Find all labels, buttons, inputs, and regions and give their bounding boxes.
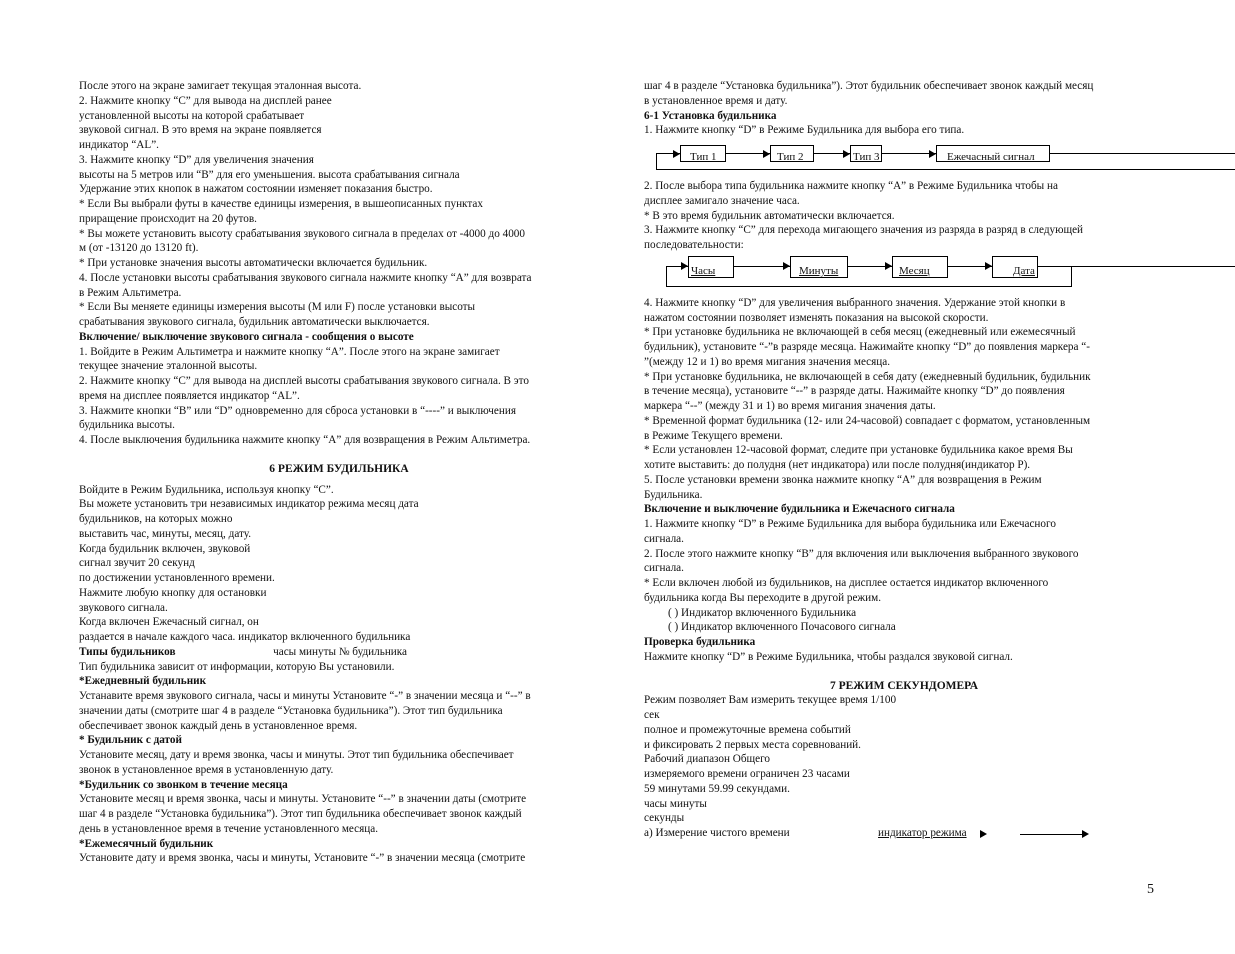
flow-box-hours xyxy=(688,256,734,278)
text-line: срабатывания звукового сигнала, будильник автоматически выключается. xyxy=(79,316,430,328)
indicator-hourly-line: ( ) Индикатор включенного Почасового сигнала xyxy=(668,621,896,634)
arrow-icon xyxy=(980,830,987,838)
text-line: индикатор “AL”. xyxy=(79,139,159,151)
text-line: последовательности: xyxy=(644,239,744,251)
text-line: Устанавите время звукового сигнала, часы и минуты Установите “-” в значении месяца и “--” в xyxy=(79,690,531,702)
flow-box-minutes xyxy=(790,256,848,278)
text-line: по достижении установленного времени. xyxy=(79,572,275,584)
text-line: * В это время будильник автоматически включается. xyxy=(644,209,895,222)
flow-line xyxy=(666,266,667,286)
text-line: в Режиме Текущего времени. xyxy=(644,429,783,442)
alarm-type-flow-diagram xyxy=(644,141,1164,175)
text-line: день в установленное время в течение установленного месяца. xyxy=(79,822,379,835)
text-line: Войдите в Режим Будильника, используя кнопку “С”. xyxy=(79,483,334,496)
text-line: высоты на 5 метров или “B” для его уменьшения. высота срабатывания сигнала xyxy=(79,168,460,181)
arrow-icon xyxy=(763,150,770,158)
text-line: * Вы можете установить высоту срабатывания звукового сигнала в пределах от -4000 до 4000 xyxy=(79,227,525,240)
text-line: часы минуты xyxy=(644,797,707,810)
text-line: в установленное время и дату. xyxy=(644,94,788,107)
flow-box-type-2 xyxy=(770,145,814,162)
alarm-setup-heading: 6-1 Установка будильника xyxy=(644,109,777,122)
text-line: хотите выставить: до полудня (нет индикатора) или после полудня(индикатор P). xyxy=(644,459,1031,471)
flow-label: Месяц xyxy=(899,264,930,277)
monthly-alarm-heading: *Ежемесячный будильник xyxy=(79,837,214,850)
text-line: Установите месяц и время звонка, часы и минуты. Установите “--” в значении даты (смотрите xyxy=(79,793,527,806)
text-line: Удержание этих кнопок в нажатом состоянии изменяет показания быстро. xyxy=(79,183,433,196)
text-line: сигнала. xyxy=(644,532,684,545)
flow-line xyxy=(656,169,1235,170)
alarm-check-heading: Проверка будильника xyxy=(644,636,756,648)
arrow-icon xyxy=(985,262,992,270)
alarm-mode-intro-text xyxy=(79,483,599,645)
alarm-setup-text-3 xyxy=(644,296,1164,503)
text-line: установленной высоты на которой срабатывает xyxy=(79,109,305,122)
text-line: в течение месяца), установите “--” в разряде даты. Нажимайте кнопку “D” до появления xyxy=(644,385,1065,398)
text-line: звуковой сигнал. В это время на экране появляется xyxy=(79,124,322,137)
page-number: 5 xyxy=(1147,882,1154,897)
text-line: 4. Нажмите кнопку “D” для увеличения выбранного значения. Удержание этой кнопки в xyxy=(644,296,1066,309)
alarm-onoff-heading: Включение и выключение будильника и Ежечасного сигнала xyxy=(644,503,955,516)
arrow-icon xyxy=(673,150,680,158)
flow-label: Дата xyxy=(1013,264,1035,277)
text-line: * Если включен любой из будильников, на дисплее остается индикатор включенного xyxy=(644,577,1049,589)
text-line: 59 минутами 59.99 секундами. xyxy=(644,782,790,795)
text-line: обеспечивает звонок каждый день в установленное время. xyxy=(79,719,358,732)
arrow-icon xyxy=(885,262,892,270)
text-line: шаг 4 в разделе “Установка будильника”). Этот будильник обеспечивает звонок каждый месяц xyxy=(644,80,1094,92)
flow-label: Тип 2 xyxy=(777,151,804,162)
text-line: звонок в установленное время в установленную дату. xyxy=(79,763,334,776)
alarm-setup-step-1: 1. Нажмите кнопку “D” в Режиме Будильника для выбора его типа. xyxy=(644,124,965,137)
text-line: Нажмите любую кнопку для остановки xyxy=(79,586,267,599)
flow-line xyxy=(656,153,657,169)
text-line: Установите дату и время звонка, часы и минуты, Установите “-” в значении месяца (смотрите xyxy=(79,852,526,865)
spacer xyxy=(79,448,599,462)
flow-box-month xyxy=(892,256,948,278)
text-line: Вы можете установить три независимых индикатор режима месяц дата xyxy=(79,498,419,511)
flow-line xyxy=(1071,266,1072,287)
left-column xyxy=(79,79,599,866)
flow-line xyxy=(666,266,1235,267)
text-line: * Если Вы выбрали футы в качестве единицы измерения, в вышеописанных пунктах xyxy=(79,198,483,210)
daily-alarm-text xyxy=(79,689,599,733)
indicator-alarm-line: ( ) Индикатор включенного Будильника xyxy=(668,606,857,619)
text-line: 2. После этого нажмите кнопку “B” для включения или выключения выбранного звукового xyxy=(644,547,1079,560)
flow-box-hourly xyxy=(936,145,1050,162)
text-line: будильник), установите “-”в разряде месяца. Нажимайте кнопку “D” до появления маркера “- xyxy=(644,341,1090,353)
mode-indicator-label: индикатор режима xyxy=(878,827,967,839)
text-line: ”(между 12 и 1) во время мигания значения месяца. xyxy=(644,355,891,368)
altimeter-alarm-text xyxy=(79,79,599,330)
text-line: Режим позволяет Вам измерить текущее время 1/100 xyxy=(644,694,897,707)
text-line: * Если Вы меняете единицы измерения высоты (M или F) после установки высоты xyxy=(79,301,476,314)
altitude-alarm-onoff-heading: Включение/ выключение звукового сигнала - сообщения о высоте xyxy=(79,330,414,343)
section-6-title: 6 РЕЖИМ БУДИЛЬНИКА xyxy=(269,462,409,475)
flow-label: Минуты xyxy=(799,264,839,277)
monthly-alarm-text xyxy=(79,851,599,866)
arrow-icon xyxy=(929,150,936,158)
text-line: секунды xyxy=(644,812,685,825)
text-line: будильника когда Вы переходите в другой режим. xyxy=(644,591,882,604)
text-line: 2. Нажмите кнопку “С” для вывода на дисплей высоты срабатывания звукового сигнала. В это xyxy=(79,375,529,387)
text-line: приращение происходит на 20 футов. xyxy=(79,212,257,225)
flow-box-type-1 xyxy=(680,145,726,162)
text-line: * При установке будильника не включающей в себя месяц (ежедневный или ежемесячный xyxy=(644,326,1076,339)
text-line: 3. Нажмите кнопку “D” для увеличения значения xyxy=(79,153,314,166)
text-line: 3. Нажмите кнопки “B” или “D” одновременно для сброса установки в “----” и выключения xyxy=(79,404,516,417)
text-line: сек xyxy=(644,709,660,721)
stopwatch-last-line xyxy=(644,826,1164,841)
text-line: 1. Войдите в Режим Альтиметра и нажмите кнопку “А”. После этого на экране замигает xyxy=(79,345,500,358)
flow-label: Часы xyxy=(691,264,716,277)
alarm-check-line: Нажмите кнопку “D” в Режиме Будильника, чтобы раздался звуковой сигнал. xyxy=(644,650,1013,663)
daily-alarm-heading: *Ежедневный будильник xyxy=(79,675,207,688)
month-alarm-heading: *Будильник со звонком в течение месяца xyxy=(79,778,288,791)
arrow-icon xyxy=(843,150,850,158)
text-line: значении даты (смотрите шаг 4 в разделе “Установка будильника”). Этот тип будильника xyxy=(79,704,503,717)
text-line: дисплее замигало значение часа. xyxy=(644,194,800,207)
text-line: 4. После выключения будильника нажмите кнопку “А” для возвращения в Режим Альтиметра. xyxy=(79,434,531,446)
text-line: * При установке значения высоты автоматически включается будильник. xyxy=(79,257,428,269)
text-line: сигнала. xyxy=(644,562,684,575)
text-line: 2. После выбора типа будильника нажмите кнопку “А” в Режиме Будильника чтобы на xyxy=(644,180,1058,192)
flow-line xyxy=(666,286,1072,287)
arrow-icon xyxy=(1082,830,1089,838)
text-line: измеряемого времени ограничен 23 часами xyxy=(644,768,850,780)
text-line: время на дисплее появляется индикатор “AL”. xyxy=(79,389,300,402)
text-line: и фиксировать 2 первых места соревнований. xyxy=(644,738,861,751)
text-line: сигнал звучит 20 секунд xyxy=(79,557,195,570)
alarm-types-row xyxy=(79,645,599,660)
text-line: Установите месяц, дату и время звонка, часы и минуты. Этот тип будильника обеспечивает xyxy=(79,749,514,761)
text-line: 3. Нажмите кнопку “С” для перехода мигающего значения из разряда в разряд в следующей xyxy=(644,224,1084,237)
text-line: Когда будильник включен, звуковой xyxy=(79,542,251,555)
text-line: шаг 4 в разделе “Установка будильника”). Этот тип будильника обеспечивает звонок каждый xyxy=(79,808,522,820)
alarm-types-heading: Типы будильников xyxy=(79,645,176,658)
text-line: будильников, на которых можно xyxy=(79,513,233,525)
text-line: маркера “--” (между 31 и 1) во время мигания значения даты. xyxy=(644,400,936,412)
text-line: * При установке будильника, не включающей в себя дату (ежедневный будильник, будильник xyxy=(644,370,1091,383)
flow-box-date xyxy=(992,256,1038,278)
right-column xyxy=(644,79,1164,841)
flow-label: Тип 3 xyxy=(853,151,880,162)
text-line: 5. После установки времени звонка нажмите кнопку “А” для возвращения в Режим xyxy=(644,473,1042,486)
section-7-title: 7 РЕЖИМ СЕКУНДОМЕРА xyxy=(829,679,979,692)
text-line: в Режим Альтиметра. xyxy=(79,286,182,299)
text-line: звукового сигнала. xyxy=(79,601,168,614)
net-time-measurement-label: а) Измерение чистого времени xyxy=(644,827,790,839)
text-line: 2. Нажмите кнопку “С” для вывода на дисплей ранее xyxy=(79,94,332,107)
text-line: После этого на экране замигает текущая эталонная высота. xyxy=(79,80,362,92)
spacer xyxy=(644,665,1164,679)
flow-label: Ежечасный сигнал xyxy=(947,151,1035,162)
text-line: * Если установлен 12-часовой формат, следите при установке будильника какое время Вы xyxy=(644,444,1073,457)
date-alarm-heading: * Будильник с датой xyxy=(79,734,182,747)
text-line: нажатом состоянии позволяет изменять показания на высокой скорости. xyxy=(644,311,989,324)
flow-label: Тип 1 xyxy=(690,151,717,162)
text-line: раздается в начале каждого часа. индикатор включенного будильника xyxy=(79,631,411,643)
monthly-alarm-continued-text xyxy=(644,79,1164,109)
text-line: Когда включен Ежечасный сигнал, он xyxy=(79,616,259,629)
stopwatch-intro-text xyxy=(644,693,1164,826)
month-alarm-text xyxy=(79,792,599,836)
alarm-setup-text-2 xyxy=(644,179,1164,253)
altitude-alarm-onoff-text xyxy=(79,345,599,448)
arrow-icon xyxy=(681,262,688,270)
text-line: полное и промежуточные времена событий xyxy=(644,723,851,736)
text-line: 4. После установки высоты срабатывания звукового сигнала нажмите кнопку “А” для возврата xyxy=(79,271,532,284)
text-line: Рабочий диапазон Общего xyxy=(644,753,771,766)
alarm-types-line: Тип будильника зависит от информации, которую Вы установили. xyxy=(79,660,395,673)
alarm-types-labels: часы минуты № будильника xyxy=(273,645,408,658)
text-line: 1. Нажмите кнопку “D” в Режиме Будильника для выбора будильника или Ежечасного xyxy=(644,518,1056,530)
text-line: м (от -13120 до 13120 ft). xyxy=(79,242,199,255)
arrow-line xyxy=(1020,834,1082,835)
text-line: текущее значение эталонной высоты. xyxy=(79,360,258,373)
arrow-icon xyxy=(783,262,790,270)
text-line: * Временной формат будильника (12- или 24-часовой) совпадает с форматом, установленным xyxy=(644,414,1091,427)
text-line: будильника высоты. xyxy=(79,419,175,432)
flow-box-type-3 xyxy=(850,145,882,162)
text-line: Будильника. xyxy=(644,488,703,501)
alarm-field-flow-diagram xyxy=(644,256,1164,292)
text-line: выставить час, минуты, месяц, дату. xyxy=(79,527,252,540)
date-alarm-text xyxy=(79,748,599,778)
alarm-onoff-text xyxy=(644,517,1164,606)
